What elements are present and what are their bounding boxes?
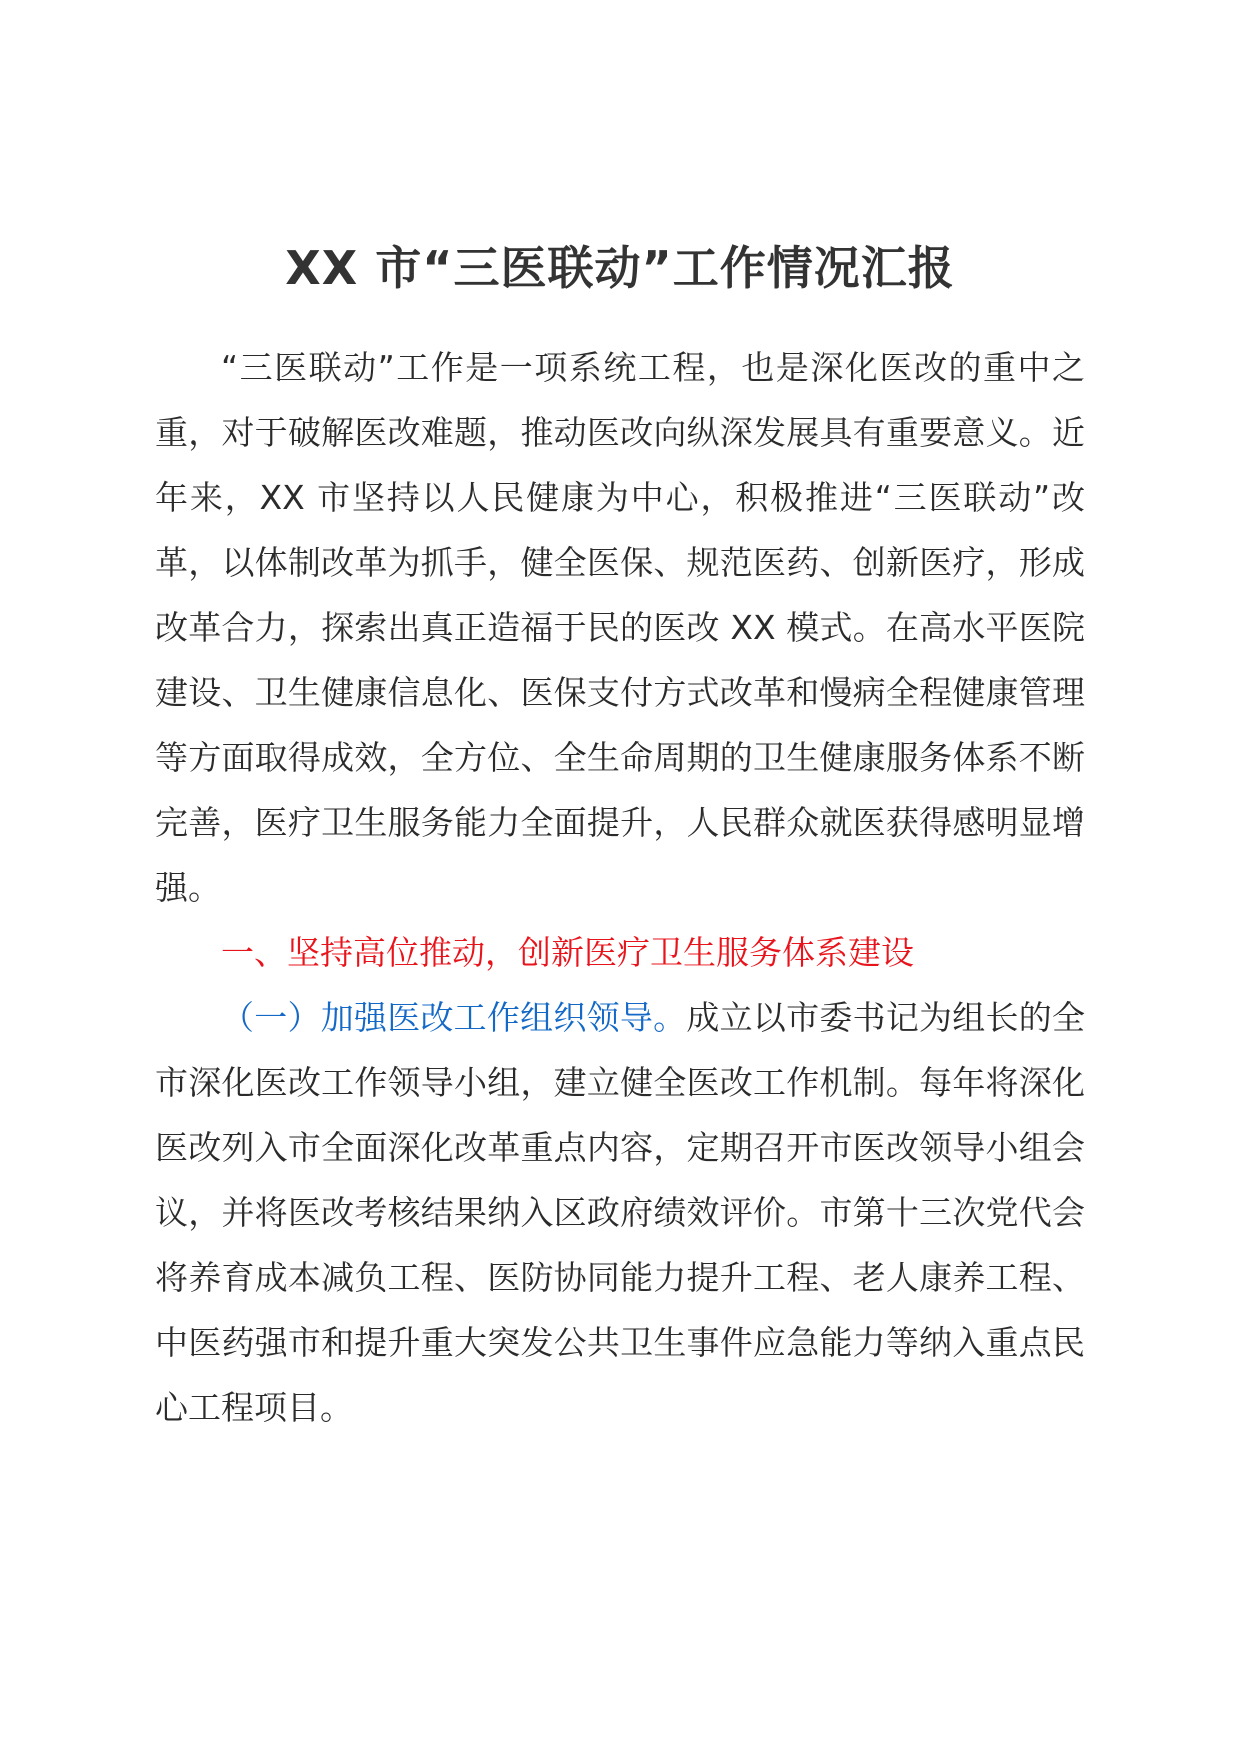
subsection-paragraph (155, 985, 1085, 1440)
document-title: XX 市“三医联动”工作情况汇报 (285, 241, 955, 295)
subsection-text: 成立以市委书记为组长的全市深化医改工作领导小组，建立健全医改工作机制。每年将深化医改列入市全面深化改革重点内容，定期召开市医改领导小组会议，并将医改考核结果纳入区政府绩效评价。市第十三次党代会将养育成本减负工程、医防协同能力提升工程、老人康养工程、中医药强市和提升重大突发公共卫生事件应急能力等纳入重点民心工程项目。 (155, 998, 1086, 1427)
intro-paragraph: “三医联动”工作是一项系统工程，也是深化医改的重中之重，对于破解医改难题，推动医改向纵深发展具有重要意义。近年来，XX 市坚持以人民健康为中心，积极推进“三医联动”改革，以体制改革为抓手，健全医保、规范医药、创新医疗，形成改革合力，探索出真正造福于民的医改 XX 模式。在高水平医院建设、卫生健康信息化、医保支付方式改革和慢病全程健康管理等方面取得成效，全方位、全生命周期的卫生健康服务体系不断完善，医疗卫生服务能力全面提升，人民群众就医获得感明显增强。 (155, 348, 1085, 907)
section-heading: 一、坚持高位推动，创新医疗卫生服务体系建设 (221, 933, 914, 972)
document-body (155, 335, 1085, 1440)
subsection-heading: （一）加强医改工作组织领导。 (221, 998, 687, 1037)
